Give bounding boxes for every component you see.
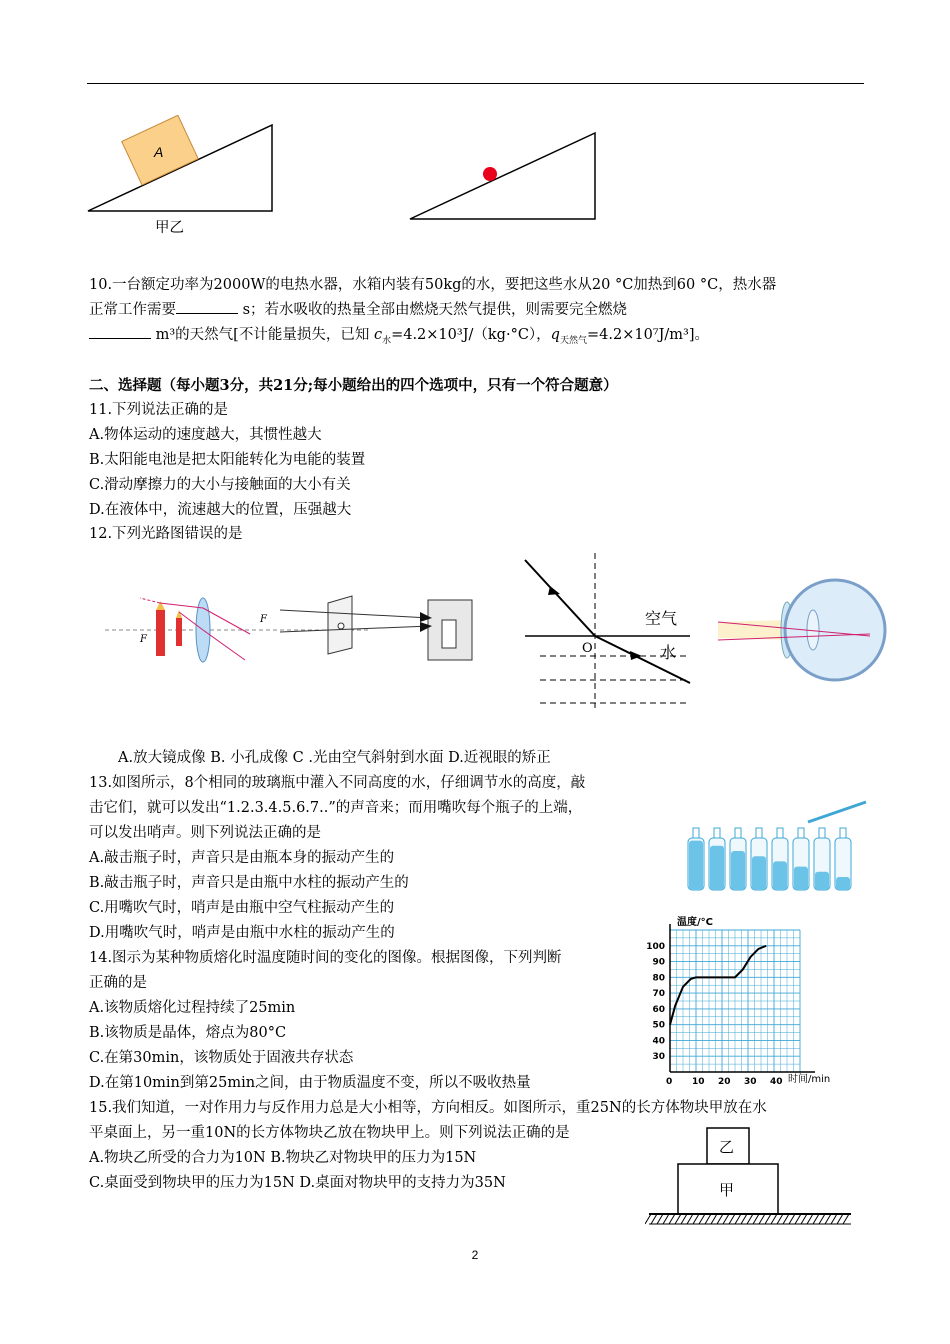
bottle — [751, 828, 767, 890]
q14-option-b: B.该物质是晶体，熔点为80°C — [89, 1025, 287, 1041]
q10-line3: m³的天然气[不计能量损失，已知 $c_水=4.2\times 10^3J/(kg\cdot^\circ C)$，$q_{天然气}=4.2\times 10^7J/m^3$]。 — [89, 323, 709, 348]
q14-line2: 正确的是 — [89, 975, 147, 991]
q10-line1: 10.一台额定功率为2000W的电热水器，水箱内装有50kg的水，要把这些水从20 °C加热到60 °C，热水器 — [89, 277, 777, 293]
q13-option-b: B.敲击瓶子时，声音只是由瓶中水柱的振动产生的 — [89, 875, 409, 891]
bottle — [772, 828, 788, 890]
q13-option-c: C.用嘴吹气时，哨声是由瓶中空气柱振动产生的 — [89, 900, 395, 916]
refraction-diagram — [525, 553, 690, 708]
chart-ylabel: 温度/°C — [677, 917, 713, 928]
block-a-label: A — [154, 144, 164, 160]
q14-option-a: A.该物质熔化过程持续了25min — [89, 1000, 296, 1016]
x-tick-label: 30 — [744, 1077, 757, 1087]
q11-option-d: D.在液体中，流速越大的位置，压强越大 — [89, 502, 352, 518]
section-heading: 二、选择题（每小题3分，共21分;每小题给出的四个选项中，只有一个符合题意） — [89, 377, 618, 394]
chart-xlabel: 时间/min — [788, 1074, 831, 1085]
block-jia-label: 甲 — [719, 1181, 735, 1199]
y-tick-label: 70 — [652, 989, 665, 1000]
q10-line2: 正常工作需要 s；若水吸收的热量全部由燃烧天然气提供，则需要完全燃烧 — [89, 298, 627, 323]
q13-line3: 可以发出哨声。则下列说法正确的是 — [89, 825, 321, 841]
q14-option-d: D.在第10min到第25min之间，由于物质温度不变，所以不吸收热量 — [89, 1075, 531, 1091]
bottle — [688, 828, 704, 890]
q11-option-c: C.滑动摩擦力的大小与接触面的大小有关 — [89, 477, 351, 493]
bottles-figure — [680, 800, 870, 895]
q13-line2: 击它们，就可以发出“1.2.3.4.5.6.7..”的声音来；而用嘴吹每个瓶子的上端， — [89, 800, 583, 816]
x-tick-label: 40 — [770, 1077, 783, 1087]
bottle — [793, 828, 809, 890]
q11-option-a: A.物体运动的速度越大，其惯性越大 — [89, 427, 322, 443]
x-tick-label: 20 — [718, 1077, 731, 1087]
y-tick-label: 50 — [652, 1020, 665, 1031]
y-tick-label: 80 — [652, 973, 665, 984]
eye-diagram — [718, 580, 885, 680]
q14-option-c: C.在第30min，该物质处于固液共存状态 — [89, 1050, 354, 1066]
blocks-figure — [645, 1122, 855, 1232]
bottle — [709, 828, 725, 890]
red-ball — [483, 167, 497, 181]
svg-text:F: F — [140, 634, 147, 645]
q12-stem: 12.下列光路图错误的是 — [89, 526, 243, 542]
incline-right — [410, 133, 595, 219]
y-tick-label: 100 — [646, 941, 665, 952]
y-tick-label: 90 — [652, 957, 665, 968]
x-tick-label: 10 — [692, 1077, 705, 1087]
y-tick-label: 30 — [652, 1052, 665, 1063]
bottle — [814, 828, 830, 890]
q14-line1: 14.图示为某种物质熔化时温度随时间的变化的图像。根据图像，下列判断 — [89, 950, 562, 966]
q13-option-a: A.敲击瓶子时，声音只是由瓶本身的振动产生的 — [89, 850, 395, 866]
q12-options: A.放大镜成像 B. 小孔成像 C .光由空气斜射到水面 D.近视眼的矫正 — [118, 750, 551, 766]
q15-options-ab: A.物块乙所受的合力为10N B.物块乙对物块甲的压力为15N — [89, 1150, 477, 1166]
q15-line1: 15.我们知道，一对作用力与反作用力总是大小相等，方向相反。如图所示，重25N的长方体物块甲放在水 — [89, 1100, 767, 1116]
block-yi-label: 乙 — [719, 1138, 735, 1156]
svg-text:O: O — [582, 641, 593, 656]
x-tick-label: 0 — [666, 1077, 673, 1087]
q15-options-cd: C.桌面受到物块甲的压力为15N D.桌面对物块甲的支持力为35N — [89, 1175, 506, 1191]
q11-stem: 11.下列说法正确的是 — [89, 402, 229, 418]
pinhole-diagram — [280, 596, 472, 660]
svg-text:水: 水 — [660, 643, 677, 662]
header-rule — [87, 83, 864, 84]
optics-figures — [100, 548, 890, 713]
q13-option-d: D.用嘴吹气时，哨声是由瓶中水柱的振动产生的 — [89, 925, 395, 941]
y-tick-label: 60 — [652, 1004, 665, 1015]
svg-text:空气: 空气 — [645, 609, 678, 628]
q13-line1: 13.如图所示，8个相同的玻璃瓶中灌入不同高度的水，仔细调节水的高度，敲 — [89, 775, 586, 791]
q15-line2: 平桌面上，另一重10N的长方体物块乙放在物块甲上。则下列说法正确的是 — [89, 1125, 570, 1141]
melting-chart — [645, 912, 850, 1090]
bottle — [730, 828, 746, 890]
q11-option-b: B.太阳能电池是把太阳能转化为电能的装置 — [89, 452, 366, 468]
page-number: 2 — [471, 1248, 479, 1262]
svg-text:F: F — [260, 614, 267, 625]
bottle — [835, 828, 851, 890]
figure-caption: 甲乙 — [155, 220, 184, 236]
y-tick-label: 40 — [652, 1036, 665, 1047]
